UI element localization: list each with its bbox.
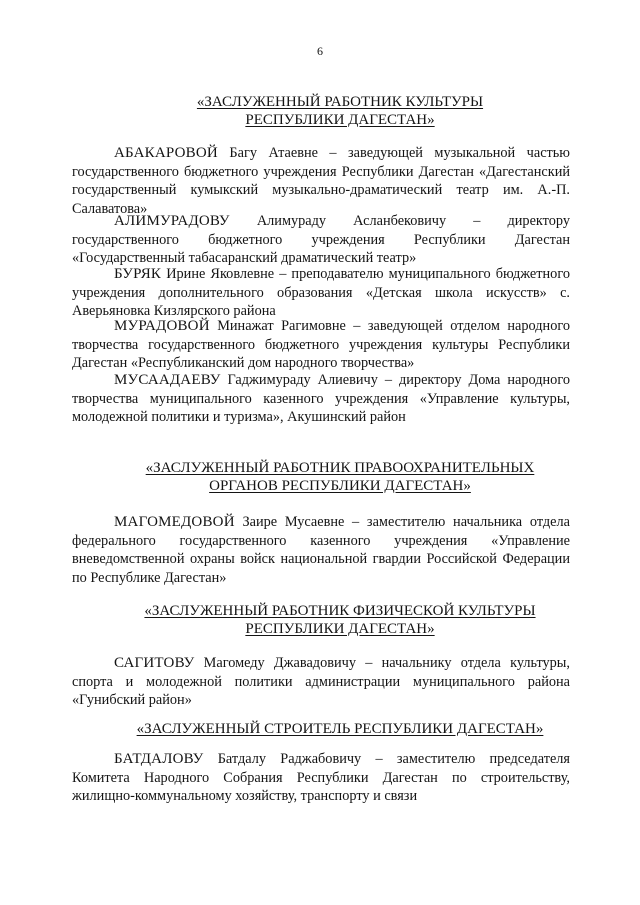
award-entry (72, 265, 570, 321)
recipient-details: Минажат Рагимовне – заведующей отделом народного творчества государственного бюджетного учреждения культуры Республики Дагестан «Республиканский дом народного творчества» (72, 318, 570, 372)
page-number: 6 (317, 44, 323, 58)
recipient-name: БУРЯК (114, 266, 162, 282)
section-heading-line: ОРГАНОВ РЕСПУБЛИКИ ДАГЕСТАН» (209, 478, 471, 494)
recipient-name: МУРАДОВОЙ (114, 318, 210, 334)
recipient-details: Багу Атаевне – заведующей музыкальной частью государственного бюджетного учреждения Республики Дагестан «Дагестанский государственный кумыкский музыкально-драматический театр им. А.-П. Салаватова» (72, 145, 570, 217)
recipient-name: САГИТОВУ (114, 655, 195, 671)
recipient-name: АБАКАРОВОЙ (114, 145, 218, 161)
section-heading-builder (70, 720, 610, 738)
award-entry (72, 750, 570, 806)
section-heading-line: «ЗАСЛУЖЕННЫЙ РАБОТНИК КУЛЬТУРЫ (196, 94, 484, 110)
recipient-details: Магомеду Джавадовичу – начальнику отдела культуры, спорта и молодежной политики администрации муниципального района «Гунибский район» (72, 655, 570, 709)
section-heading-physical-culture (70, 602, 610, 638)
award-entry (72, 654, 570, 710)
recipient-name: БАТДАЛОВУ (114, 751, 204, 767)
section-heading-line: «ЗАСЛУЖЕННЫЙ СТРОИТЕЛЬ РЕСПУБЛИКИ ДАГЕСТАН» (136, 721, 544, 737)
section-heading-line: РЕСПУБЛИКИ ДАГЕСТАН» (245, 621, 435, 637)
recipient-details: Алимураду Асланбековичу – директору государственного бюджетного учреждения Республики Дагестан «Государственный табасаранский драматический театр» (72, 213, 570, 267)
section-heading-line: «ЗАСЛУЖЕННЫЙ РАБОТНИК ФИЗИЧЕСКОЙ КУЛЬТУРЫ (144, 603, 536, 619)
section-heading-culture (70, 93, 610, 129)
recipient-name: АЛИМУРАДОВУ (114, 213, 230, 229)
recipient-details: Гаджимураду Алиевичу – директору Дома народного творчества муниципального казенного учреждения «Управление культуры, молодежной политики и туризма», Акушинский район (72, 372, 570, 426)
recipient-details: Батдалу Раджабовичу – заместителю председателя Комитета Народного Собрания Республики Дагестан по строительству, жилищно-коммунальному хозяйству, транспорту и связи (72, 751, 570, 805)
recipient-name: МАГОМЕДОВОЙ (114, 514, 235, 530)
section-heading-line: РЕСПУБЛИКИ ДАГЕСТАН» (245, 112, 435, 128)
award-entry (72, 513, 570, 587)
section-heading-law-enforcement (70, 459, 610, 495)
recipient-details: Заире Мусаевне – заместителю начальника отдела федерального государственного казенного учреждения «Управление вневедомственной охраны войск национальной гвардии Российской Федерации по Республике Дагестан» (72, 514, 570, 586)
section-heading-line: «ЗАСЛУЖЕННЫЙ РАБОТНИК ПРАВООХРАНИТЕЛЬНЫХ (145, 460, 535, 476)
award-entry (72, 317, 570, 373)
award-entry (72, 212, 570, 268)
award-entry (72, 144, 570, 218)
award-entry (72, 371, 570, 427)
recipient-details: Ирине Яковлевне – преподавателю муниципального бюджетного учреждения дополнительного образования «Детская школа искусств» с. Аверьяновка Кизлярского района (72, 266, 570, 320)
recipient-name: МУСААДАЕВУ (114, 372, 221, 388)
